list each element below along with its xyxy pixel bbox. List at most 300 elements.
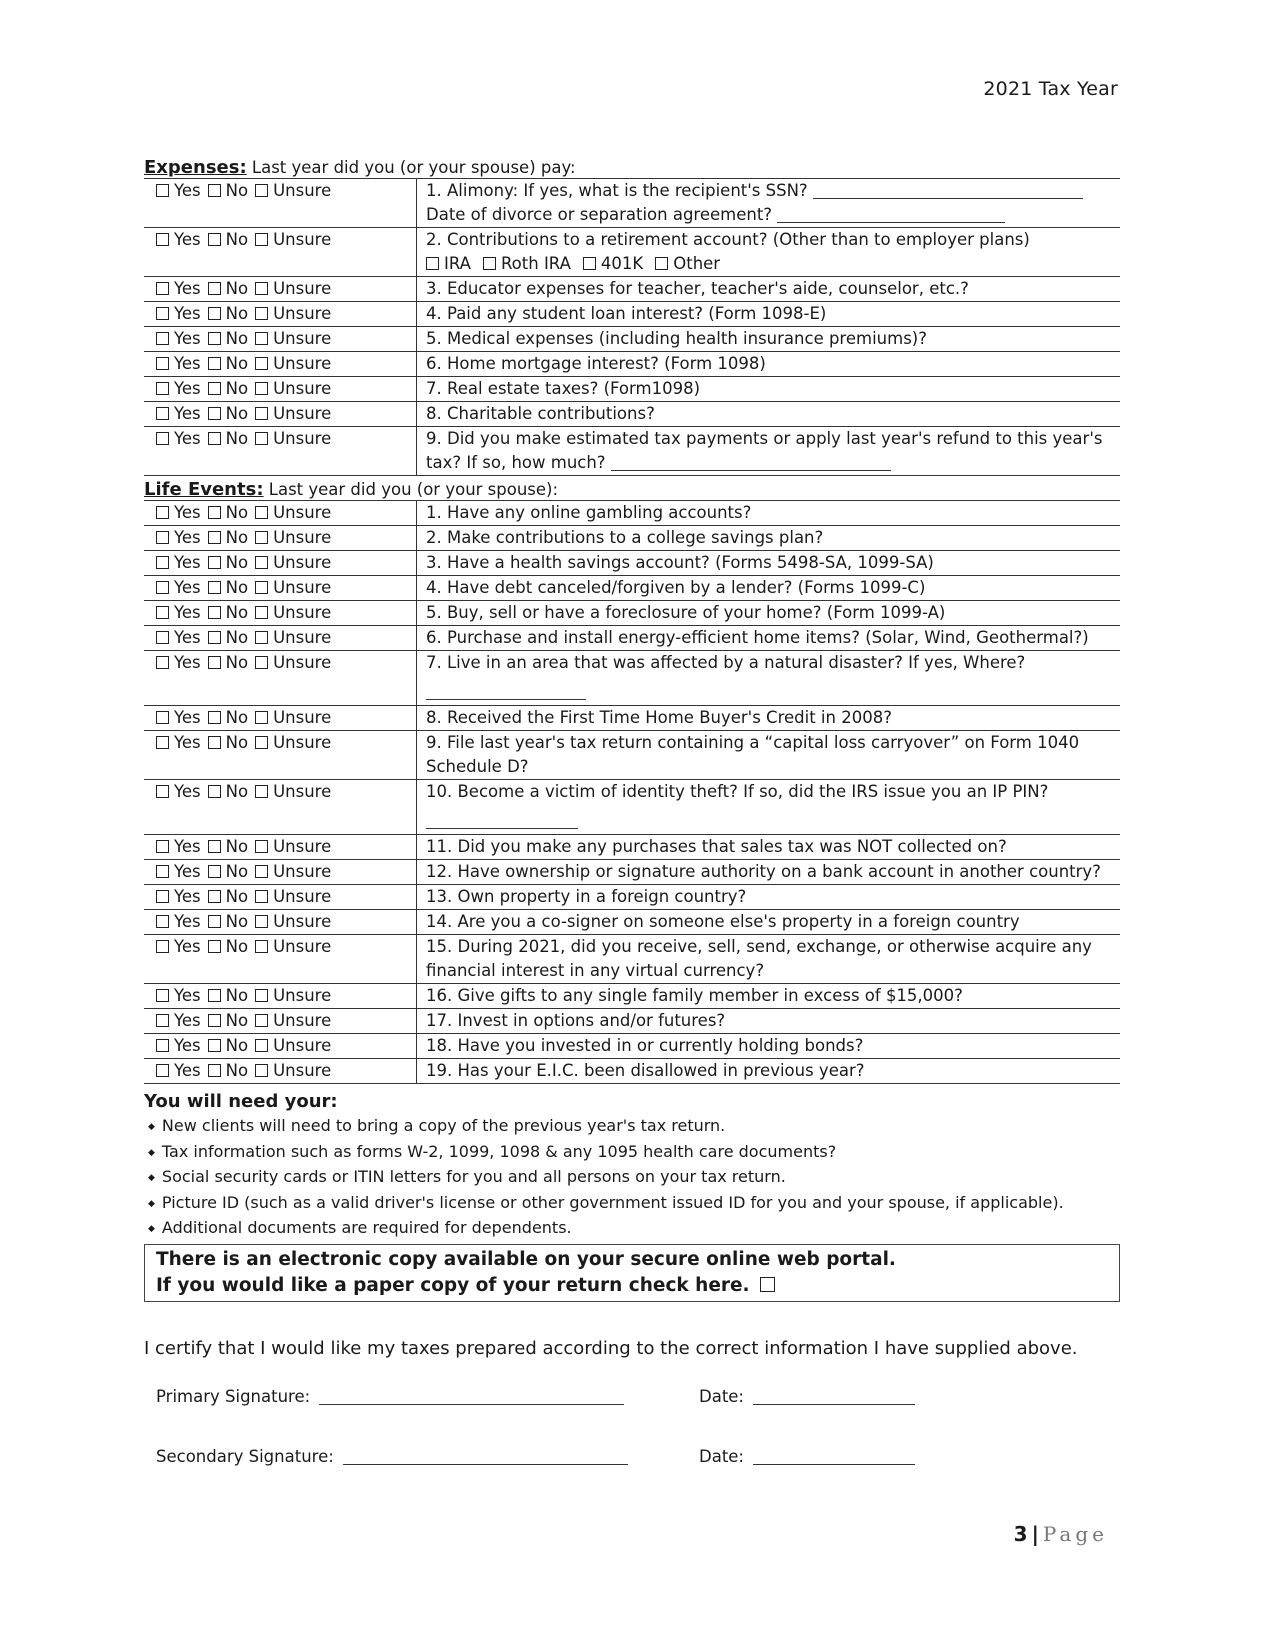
no-checkbox[interactable] bbox=[208, 233, 221, 246]
question-cell bbox=[417, 277, 1121, 302]
life-events-intro: Last year did you (or your spouse): bbox=[268, 480, 559, 499]
option-no-label: No bbox=[225, 887, 249, 906]
option-no[interactable] bbox=[208, 181, 248, 200]
option-yes[interactable] bbox=[156, 379, 201, 398]
primary-signature-row bbox=[144, 1387, 1120, 1447]
question-row bbox=[144, 885, 1120, 910]
option-unsure[interactable] bbox=[255, 304, 331, 323]
option-no[interactable] bbox=[208, 304, 248, 323]
option-no[interactable] bbox=[208, 1036, 248, 1055]
account-type-checkbox[interactable] bbox=[655, 257, 668, 270]
answer-options bbox=[144, 302, 417, 327]
question-row bbox=[144, 1059, 1120, 1084]
question-text-continued bbox=[426, 959, 1120, 983]
signature-block bbox=[144, 1387, 1120, 1507]
option-no-label: No bbox=[225, 528, 249, 547]
option-yes[interactable] bbox=[156, 912, 201, 931]
no-checkbox[interactable] bbox=[208, 556, 221, 569]
option-no[interactable] bbox=[208, 628, 248, 647]
option-unsure[interactable] bbox=[255, 1036, 331, 1055]
unsure-checkbox[interactable] bbox=[255, 711, 268, 724]
question-text: 2. Make contributions to a college savings plan? bbox=[426, 528, 824, 547]
option-no[interactable] bbox=[208, 1011, 248, 1030]
unsure-checkbox[interactable] bbox=[255, 282, 268, 295]
answer-options bbox=[144, 551, 417, 576]
option-unsure[interactable] bbox=[255, 230, 331, 249]
option-yes-label: Yes bbox=[174, 837, 201, 856]
yes-checkbox[interactable] bbox=[156, 785, 169, 798]
question-row bbox=[144, 402, 1120, 427]
yes-checkbox[interactable] bbox=[156, 865, 169, 878]
option-unsure[interactable] bbox=[255, 329, 331, 348]
unsure-checkbox[interactable] bbox=[255, 890, 268, 903]
no-checkbox[interactable] bbox=[208, 506, 221, 519]
option-yes[interactable] bbox=[156, 986, 201, 1005]
question-text: 10. Become a victim of identity theft? If so, did the IRS issue you an IP PIN? bbox=[426, 782, 1049, 801]
answer-options bbox=[144, 327, 417, 352]
answer-options bbox=[144, 1059, 417, 1084]
page-label: Page bbox=[1042, 1522, 1108, 1546]
option-no-label: No bbox=[225, 986, 249, 1005]
question-text: 6. Purchase and install energy-efficient home items? (Solar, Wind, Geothermal?) bbox=[426, 628, 1089, 647]
no-checkbox[interactable] bbox=[208, 940, 221, 953]
required-document-item: ◆ New clients will need to bring a copy of the previous year's tax return. bbox=[148, 1114, 1120, 1140]
unsure-checkbox[interactable] bbox=[255, 989, 268, 1002]
option-no[interactable] bbox=[208, 837, 248, 856]
option-no[interactable] bbox=[208, 937, 248, 956]
secondary-date-label: Date: bbox=[699, 1446, 744, 1466]
question-row bbox=[144, 302, 1120, 327]
no-checkbox[interactable] bbox=[208, 1039, 221, 1052]
option-unsure[interactable] bbox=[255, 653, 331, 672]
option-yes[interactable] bbox=[156, 404, 201, 423]
account-type-option[interactable] bbox=[655, 254, 720, 273]
answer-options bbox=[144, 601, 417, 626]
option-unsure-label: Unsure bbox=[273, 304, 332, 323]
answer-field[interactable] bbox=[777, 206, 1005, 223]
unsure-checkbox[interactable] bbox=[255, 556, 268, 569]
option-unsure[interactable] bbox=[255, 628, 331, 647]
option-yes-label: Yes bbox=[174, 528, 201, 547]
option-no-label: No bbox=[225, 1061, 249, 1080]
unsure-checkbox[interactable] bbox=[255, 531, 268, 544]
yes-checkbox[interactable] bbox=[156, 711, 169, 724]
option-unsure-label: Unsure bbox=[273, 404, 332, 423]
no-checkbox[interactable] bbox=[208, 184, 221, 197]
option-unsure[interactable] bbox=[255, 578, 331, 597]
option-unsure-label: Unsure bbox=[273, 553, 332, 572]
option-no[interactable] bbox=[208, 404, 248, 423]
no-checkbox[interactable] bbox=[208, 307, 221, 320]
option-unsure[interactable] bbox=[255, 603, 331, 622]
option-no[interactable] bbox=[208, 503, 248, 522]
option-no[interactable] bbox=[208, 578, 248, 597]
option-no[interactable] bbox=[208, 708, 248, 727]
unsure-checkbox[interactable] bbox=[255, 581, 268, 594]
yes-checkbox[interactable] bbox=[156, 736, 169, 749]
primary-date-label: Date: bbox=[699, 1386, 744, 1406]
option-no-label: No bbox=[225, 837, 249, 856]
option-yes-label: Yes bbox=[174, 653, 201, 672]
question-row bbox=[144, 780, 1120, 835]
option-yes-label: Yes bbox=[174, 708, 201, 727]
option-unsure[interactable] bbox=[255, 937, 331, 956]
unsure-checkbox[interactable] bbox=[255, 1039, 268, 1052]
no-checkbox[interactable] bbox=[208, 531, 221, 544]
option-unsure-label: Unsure bbox=[273, 354, 332, 373]
option-no-label: No bbox=[225, 782, 249, 801]
option-yes[interactable] bbox=[156, 553, 201, 572]
option-yes-label: Yes bbox=[174, 553, 201, 572]
question-text: 19. Has your E.I.C. been disallowed in previous year? bbox=[426, 1061, 865, 1080]
option-yes-label: Yes bbox=[174, 937, 201, 956]
yes-checkbox[interactable] bbox=[156, 940, 169, 953]
option-yes[interactable] bbox=[156, 578, 201, 597]
option-yes[interactable] bbox=[156, 329, 201, 348]
option-yes[interactable] bbox=[156, 181, 201, 200]
no-checkbox[interactable] bbox=[208, 332, 221, 345]
answer-field[interactable] bbox=[813, 182, 1083, 199]
option-unsure[interactable] bbox=[255, 986, 331, 1005]
yes-checkbox[interactable] bbox=[156, 531, 169, 544]
yes-checkbox[interactable] bbox=[156, 382, 169, 395]
primary-signature-field[interactable] bbox=[319, 1388, 624, 1405]
no-checkbox[interactable] bbox=[208, 432, 221, 445]
unsure-checkbox[interactable] bbox=[255, 656, 268, 669]
option-yes[interactable] bbox=[156, 603, 201, 622]
yes-checkbox[interactable] bbox=[156, 890, 169, 903]
unsure-checkbox[interactable] bbox=[255, 432, 268, 445]
account-type-checkbox[interactable] bbox=[426, 257, 439, 270]
yes-checkbox[interactable] bbox=[156, 506, 169, 519]
account-type-checkbox[interactable] bbox=[483, 257, 496, 270]
option-unsure[interactable] bbox=[255, 887, 331, 906]
option-unsure[interactable] bbox=[255, 782, 331, 801]
option-yes-label: Yes bbox=[174, 329, 201, 348]
yes-checkbox[interactable] bbox=[156, 1064, 169, 1077]
unsure-checkbox[interactable] bbox=[255, 1014, 268, 1027]
yes-checkbox[interactable] bbox=[156, 432, 169, 445]
question-text: 16. Give gifts to any single family member in excess of $15,000? bbox=[426, 986, 963, 1005]
option-yes[interactable] bbox=[156, 304, 201, 323]
yes-checkbox[interactable] bbox=[156, 357, 169, 370]
option-yes[interactable] bbox=[156, 230, 201, 249]
option-unsure-label: Unsure bbox=[273, 862, 332, 881]
option-no[interactable] bbox=[208, 887, 248, 906]
account-type-checkbox[interactable] bbox=[583, 257, 596, 270]
question-cell bbox=[417, 885, 1121, 910]
option-unsure-label: Unsure bbox=[273, 329, 332, 348]
yes-checkbox[interactable] bbox=[156, 915, 169, 928]
yes-checkbox[interactable] bbox=[156, 989, 169, 1002]
option-no[interactable] bbox=[208, 733, 248, 752]
yes-checkbox[interactable] bbox=[156, 282, 169, 295]
option-unsure[interactable] bbox=[255, 379, 331, 398]
yes-checkbox[interactable] bbox=[156, 840, 169, 853]
option-yes-label: Yes bbox=[174, 578, 201, 597]
yes-checkbox[interactable] bbox=[156, 556, 169, 569]
unsure-checkbox[interactable] bbox=[255, 382, 268, 395]
required-document-item: ◆ Additional documents are required for dependents. bbox=[148, 1216, 1120, 1242]
option-no-label: No bbox=[225, 912, 249, 931]
option-no[interactable] bbox=[208, 379, 248, 398]
account-type-option[interactable] bbox=[583, 254, 643, 273]
unsure-checkbox[interactable] bbox=[255, 407, 268, 420]
question-text: 3. Educator expenses for teacher, teacher's aide, counselor, etc.? bbox=[426, 279, 969, 298]
question-cell bbox=[417, 377, 1121, 402]
option-unsure-label: Unsure bbox=[273, 1036, 332, 1055]
question-text-line2: Schedule D? bbox=[426, 757, 529, 776]
no-checkbox[interactable] bbox=[208, 711, 221, 724]
no-checkbox[interactable] bbox=[208, 890, 221, 903]
option-yes-label: Yes bbox=[174, 782, 201, 801]
yes-checkbox[interactable] bbox=[156, 332, 169, 345]
unsure-checkbox[interactable] bbox=[255, 606, 268, 619]
option-yes[interactable] bbox=[156, 782, 201, 801]
required-documents-title: You will need your: bbox=[144, 1091, 338, 1112]
option-no[interactable] bbox=[208, 782, 248, 801]
option-unsure[interactable] bbox=[255, 528, 331, 547]
unsure-checkbox[interactable] bbox=[255, 307, 268, 320]
option-unsure[interactable] bbox=[255, 708, 331, 727]
question-row bbox=[144, 327, 1120, 352]
account-type-option[interactable] bbox=[426, 254, 471, 273]
expenses-heading: Expenses: bbox=[144, 157, 247, 178]
yes-checkbox[interactable] bbox=[156, 407, 169, 420]
secondary-date-field[interactable] bbox=[753, 1448, 915, 1465]
unsure-checkbox[interactable] bbox=[255, 840, 268, 853]
option-unsure-label: Unsure bbox=[273, 986, 332, 1005]
secondary-signature-field[interactable] bbox=[343, 1448, 628, 1465]
option-no[interactable] bbox=[208, 603, 248, 622]
unsure-checkbox[interactable] bbox=[255, 184, 268, 197]
unsure-checkbox[interactable] bbox=[255, 915, 268, 928]
question-text: 18. Have you invested in or currently holding bonds? bbox=[426, 1036, 864, 1055]
option-yes-label: Yes bbox=[174, 628, 201, 647]
secondary-signature-row bbox=[144, 1447, 1120, 1507]
question-text: 9. Did you make estimated tax payments or apply last year's refund to this year's bbox=[426, 429, 1103, 448]
secondary-signature-label: Secondary Signature: bbox=[156, 1446, 334, 1466]
life-events-heading: Life Events: bbox=[144, 479, 264, 500]
yes-checkbox[interactable] bbox=[156, 656, 169, 669]
option-no-label: No bbox=[225, 553, 249, 572]
question-cell bbox=[417, 910, 1121, 935]
no-checkbox[interactable] bbox=[208, 606, 221, 619]
option-no[interactable] bbox=[208, 528, 248, 547]
option-unsure[interactable] bbox=[255, 912, 331, 931]
question-text: 2. Contributions to a retirement account? (Other than to employer plans) bbox=[426, 230, 1030, 249]
unsure-checkbox[interactable] bbox=[255, 233, 268, 246]
yes-checkbox[interactable] bbox=[156, 184, 169, 197]
option-yes[interactable] bbox=[156, 837, 201, 856]
unsure-checkbox[interactable] bbox=[255, 865, 268, 878]
option-no[interactable] bbox=[208, 653, 248, 672]
option-no[interactable] bbox=[208, 1061, 248, 1080]
no-checkbox[interactable] bbox=[208, 736, 221, 749]
option-no[interactable] bbox=[208, 862, 248, 881]
option-no[interactable] bbox=[208, 912, 248, 931]
primary-date-field[interactable] bbox=[753, 1388, 915, 1405]
option-unsure[interactable] bbox=[255, 862, 331, 881]
question-cell bbox=[417, 402, 1121, 427]
question-row bbox=[144, 984, 1120, 1009]
option-unsure[interactable] bbox=[255, 429, 331, 448]
option-no[interactable] bbox=[208, 354, 248, 373]
account-type-label: 401K bbox=[600, 254, 644, 273]
option-yes[interactable] bbox=[156, 1011, 201, 1030]
option-yes[interactable] bbox=[156, 862, 201, 881]
no-checkbox[interactable] bbox=[208, 915, 221, 928]
option-no[interactable] bbox=[208, 986, 248, 1005]
option-unsure-label: Unsure bbox=[273, 578, 332, 597]
answer-options bbox=[144, 780, 417, 835]
option-no-label: No bbox=[225, 304, 249, 323]
option-yes[interactable] bbox=[156, 354, 201, 373]
option-yes-label: Yes bbox=[174, 279, 201, 298]
unsure-checkbox[interactable] bbox=[255, 785, 268, 798]
option-unsure[interactable] bbox=[255, 837, 331, 856]
option-unsure-label: Unsure bbox=[273, 653, 332, 672]
question-row bbox=[144, 1009, 1120, 1034]
option-unsure-label: Unsure bbox=[273, 429, 332, 448]
option-no-label: No bbox=[225, 1011, 249, 1030]
no-checkbox[interactable] bbox=[208, 656, 221, 669]
yes-checkbox[interactable] bbox=[156, 233, 169, 246]
unsure-checkbox[interactable] bbox=[255, 631, 268, 644]
question-row bbox=[144, 377, 1120, 402]
unsure-checkbox[interactable] bbox=[255, 357, 268, 370]
option-yes[interactable] bbox=[156, 279, 201, 298]
unsure-checkbox[interactable] bbox=[255, 940, 268, 953]
no-checkbox[interactable] bbox=[208, 382, 221, 395]
unsure-checkbox[interactable] bbox=[255, 332, 268, 345]
option-yes[interactable] bbox=[156, 528, 201, 547]
account-type-options bbox=[426, 252, 1120, 276]
yes-checkbox[interactable] bbox=[156, 631, 169, 644]
option-no[interactable] bbox=[208, 553, 248, 572]
question-text: 11. Did you make any purchases that sales tax was NOT collected on? bbox=[426, 837, 1007, 856]
required-document-item: ◆ Social security cards or ITIN letters for you and all persons on your tax return. bbox=[148, 1165, 1120, 1191]
notice-line-electronic: There is an electronic copy available on your secure online web portal. bbox=[156, 1248, 896, 1270]
option-unsure[interactable] bbox=[255, 1011, 331, 1030]
form-page bbox=[144, 158, 1120, 1507]
question-cell bbox=[417, 626, 1121, 651]
question-cell bbox=[417, 1009, 1121, 1034]
option-no[interactable] bbox=[208, 329, 248, 348]
option-unsure[interactable] bbox=[255, 1061, 331, 1080]
no-checkbox[interactable] bbox=[208, 1064, 221, 1077]
no-checkbox[interactable] bbox=[208, 407, 221, 420]
option-yes[interactable] bbox=[156, 708, 201, 727]
option-unsure-label: Unsure bbox=[273, 1061, 332, 1080]
option-unsure[interactable] bbox=[255, 404, 331, 423]
required-document-item: ◆ Tax information such as forms W-2, 1099, 1098 & any 1095 health care documents? bbox=[148, 1140, 1120, 1166]
no-checkbox[interactable] bbox=[208, 581, 221, 594]
account-type-option[interactable] bbox=[483, 254, 571, 273]
paper-copy-checkbox[interactable] bbox=[760, 1277, 775, 1292]
no-checkbox[interactable] bbox=[208, 1014, 221, 1027]
option-unsure[interactable] bbox=[255, 354, 331, 373]
question-text-line2: Date of divorce or separation agreement? bbox=[426, 205, 773, 224]
yes-checkbox[interactable] bbox=[156, 1014, 169, 1027]
yes-checkbox[interactable] bbox=[156, 1039, 169, 1052]
option-yes[interactable] bbox=[156, 887, 201, 906]
question-text: 4. Have debt canceled/forgiven by a lender? (Forms 1099-C) bbox=[426, 578, 926, 597]
option-no[interactable] bbox=[208, 279, 248, 298]
option-yes[interactable] bbox=[156, 628, 201, 647]
option-no[interactable] bbox=[208, 429, 248, 448]
option-unsure-label: Unsure bbox=[273, 937, 332, 956]
unsure-checkbox[interactable] bbox=[255, 736, 268, 749]
question-cell bbox=[417, 731, 1121, 780]
no-checkbox[interactable] bbox=[208, 865, 221, 878]
no-checkbox[interactable] bbox=[208, 840, 221, 853]
answer-options bbox=[144, 731, 417, 780]
option-yes-label: Yes bbox=[174, 862, 201, 881]
answer-field[interactable] bbox=[426, 812, 578, 829]
yes-checkbox[interactable] bbox=[156, 606, 169, 619]
option-no-label: No bbox=[225, 503, 249, 522]
no-checkbox[interactable] bbox=[208, 357, 221, 370]
option-unsure-label: Unsure bbox=[273, 379, 332, 398]
question-text: 3. Have a health savings account? (Forms 5498-SA, 1099-SA) bbox=[426, 553, 934, 572]
account-type-label: Other bbox=[673, 254, 721, 273]
no-checkbox[interactable] bbox=[208, 785, 221, 798]
question-text: 7. Live in an area that was affected by a natural disaster? If yes, Where? bbox=[426, 653, 1026, 672]
option-unsure-label: Unsure bbox=[273, 733, 332, 752]
option-unsure[interactable] bbox=[255, 503, 331, 522]
no-checkbox[interactable] bbox=[208, 631, 221, 644]
option-unsure[interactable] bbox=[255, 733, 331, 752]
answer-options bbox=[144, 228, 417, 277]
answer-field[interactable] bbox=[611, 454, 891, 471]
question-cell bbox=[417, 427, 1121, 476]
option-yes[interactable] bbox=[156, 429, 201, 448]
option-yes[interactable] bbox=[156, 937, 201, 956]
option-unsure[interactable] bbox=[255, 181, 331, 200]
option-no[interactable] bbox=[208, 230, 248, 249]
option-yes[interactable] bbox=[156, 733, 201, 752]
question-text: 13. Own property in a foreign country? bbox=[426, 887, 747, 906]
yes-checkbox[interactable] bbox=[156, 581, 169, 594]
option-yes-label: Yes bbox=[174, 181, 201, 200]
question-text-continued bbox=[426, 755, 1120, 779]
option-yes[interactable] bbox=[156, 1061, 201, 1080]
unsure-checkbox[interactable] bbox=[255, 506, 268, 519]
option-no-label: No bbox=[225, 708, 249, 727]
option-yes-label: Yes bbox=[174, 354, 201, 373]
option-yes-label: Yes bbox=[174, 230, 201, 249]
page-separator: | bbox=[1031, 1522, 1039, 1546]
unsure-checkbox[interactable] bbox=[255, 1064, 268, 1077]
option-yes[interactable] bbox=[156, 503, 201, 522]
expenses-intro: Last year did you (or your spouse) pay: bbox=[251, 158, 576, 177]
answer-field[interactable] bbox=[426, 683, 586, 700]
question-cell bbox=[417, 352, 1121, 377]
answer-options bbox=[144, 626, 417, 651]
option-unsure[interactable] bbox=[255, 553, 331, 572]
answer-options bbox=[144, 860, 417, 885]
expenses-section-title bbox=[144, 158, 1120, 179]
no-checkbox[interactable] bbox=[208, 989, 221, 1002]
option-yes[interactable] bbox=[156, 653, 201, 672]
no-checkbox[interactable] bbox=[208, 282, 221, 295]
option-unsure[interactable] bbox=[255, 279, 331, 298]
answer-options bbox=[144, 427, 417, 476]
option-yes[interactable] bbox=[156, 1036, 201, 1055]
option-yes-label: Yes bbox=[174, 603, 201, 622]
yes-checkbox[interactable] bbox=[156, 307, 169, 320]
